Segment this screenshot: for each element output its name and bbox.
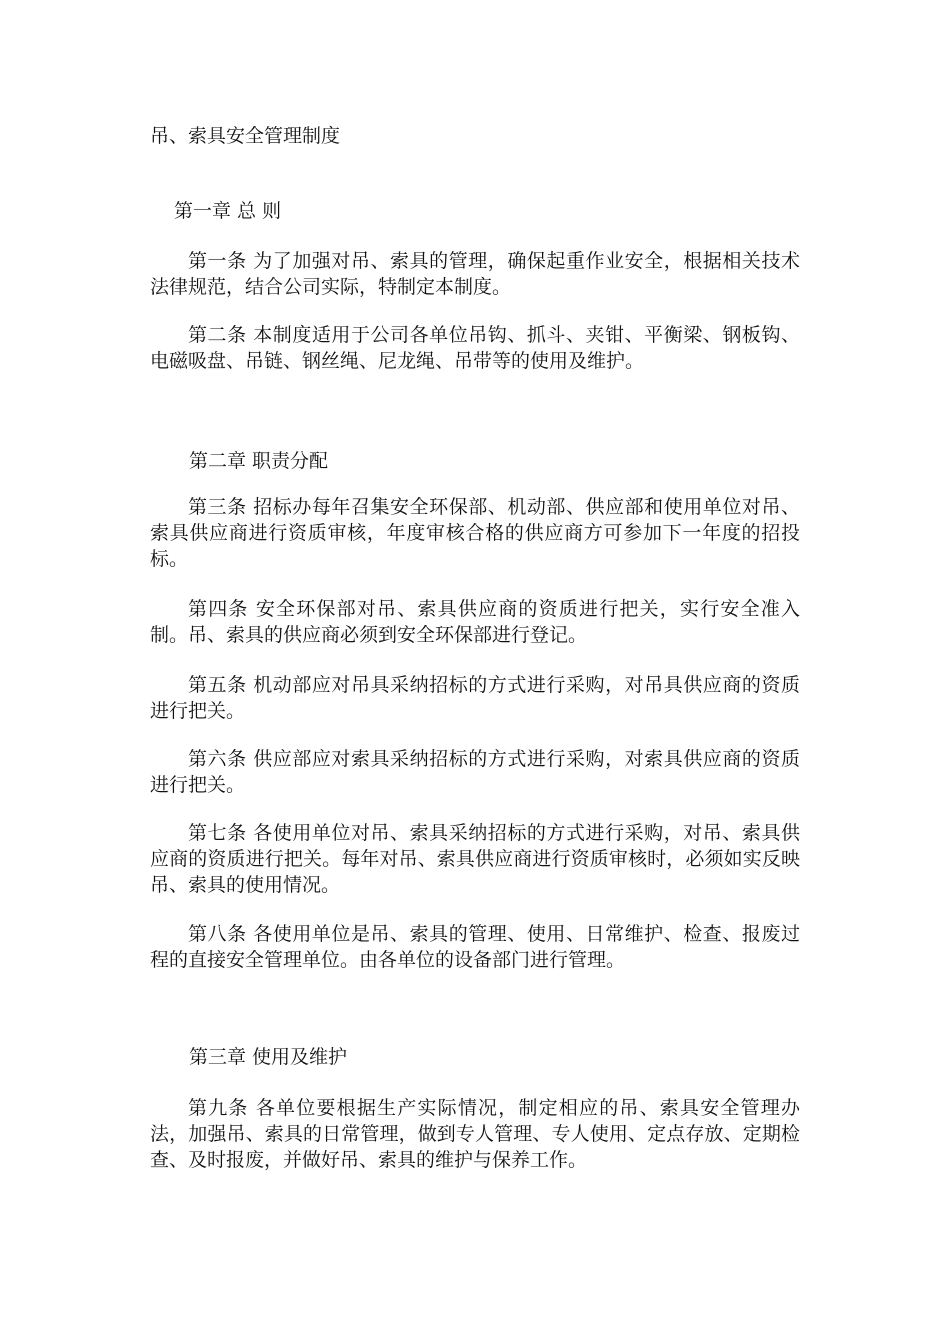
article-paragraph: 第一条 为了加强对吊、索具的管理，确保起重作业安全，根据相关技术法律规范，结合公司实际，特制定本制度。 xyxy=(150,250,800,298)
article-paragraph: 第七条 各使用单位对吊、索具采纳招标的方式进行采购，对吊、索具供应商的资质进行把关。每年对吊、索具供应商进行资质审核时，必须如实反映吊、索具的使用情况。 xyxy=(150,822,800,896)
chapter-heading: 第一章 总 则 xyxy=(174,200,282,222)
article-paragraph: 第三条 招标办每年召集安全环保部、机动部、供应部和使用单位对吊、索具供应商进行资质审核，年度审核合格的供应商方可参加下一年度的招投标。 xyxy=(150,496,800,570)
article-paragraph: 第二条 本制度适用于公司各单位吊钩、抓斗、夹钳、平衡梁、钢板钩、电磁吸盘、吊链、钢丝绳、尼龙绳、吊带等的使用及维护。 xyxy=(150,324,800,372)
document-title: 吊、索具安全管理制度 xyxy=(150,125,341,147)
article-paragraph: 第九条 各单位要根据生产实际情况，制定相应的吊、索具安全管理办法，加强吊、索具的日常管理，做到专人管理、专人使用、定点存放、定期检查、及时报废，并做好吊、索具的维护与保养工作。 xyxy=(150,1097,800,1171)
article-paragraph: 第六条 供应部应对索具采纳招标的方式进行采购，对索具供应商的资质进行把关。 xyxy=(150,748,800,796)
article-paragraph: 第四条 安全环保部对吊、索具供应商的资质进行把关，实行安全准入制。吊、索具的供应商必须到安全环保部进行登记。 xyxy=(150,598,800,646)
article-paragraph: 第八条 各使用单位是吊、索具的管理、使用、日常维护、检查、报废过程的直接安全管理单位。由各单位的设备部门进行管理。 xyxy=(150,923,800,971)
chapter-heading: 第二章 职责分配 xyxy=(189,450,329,472)
article-paragraph: 第五条 机动部应对吊具采纳招标的方式进行采购，对吊具供应商的资质进行把关。 xyxy=(150,674,800,722)
chapter-heading: 第三章 使用及维护 xyxy=(189,1046,348,1068)
